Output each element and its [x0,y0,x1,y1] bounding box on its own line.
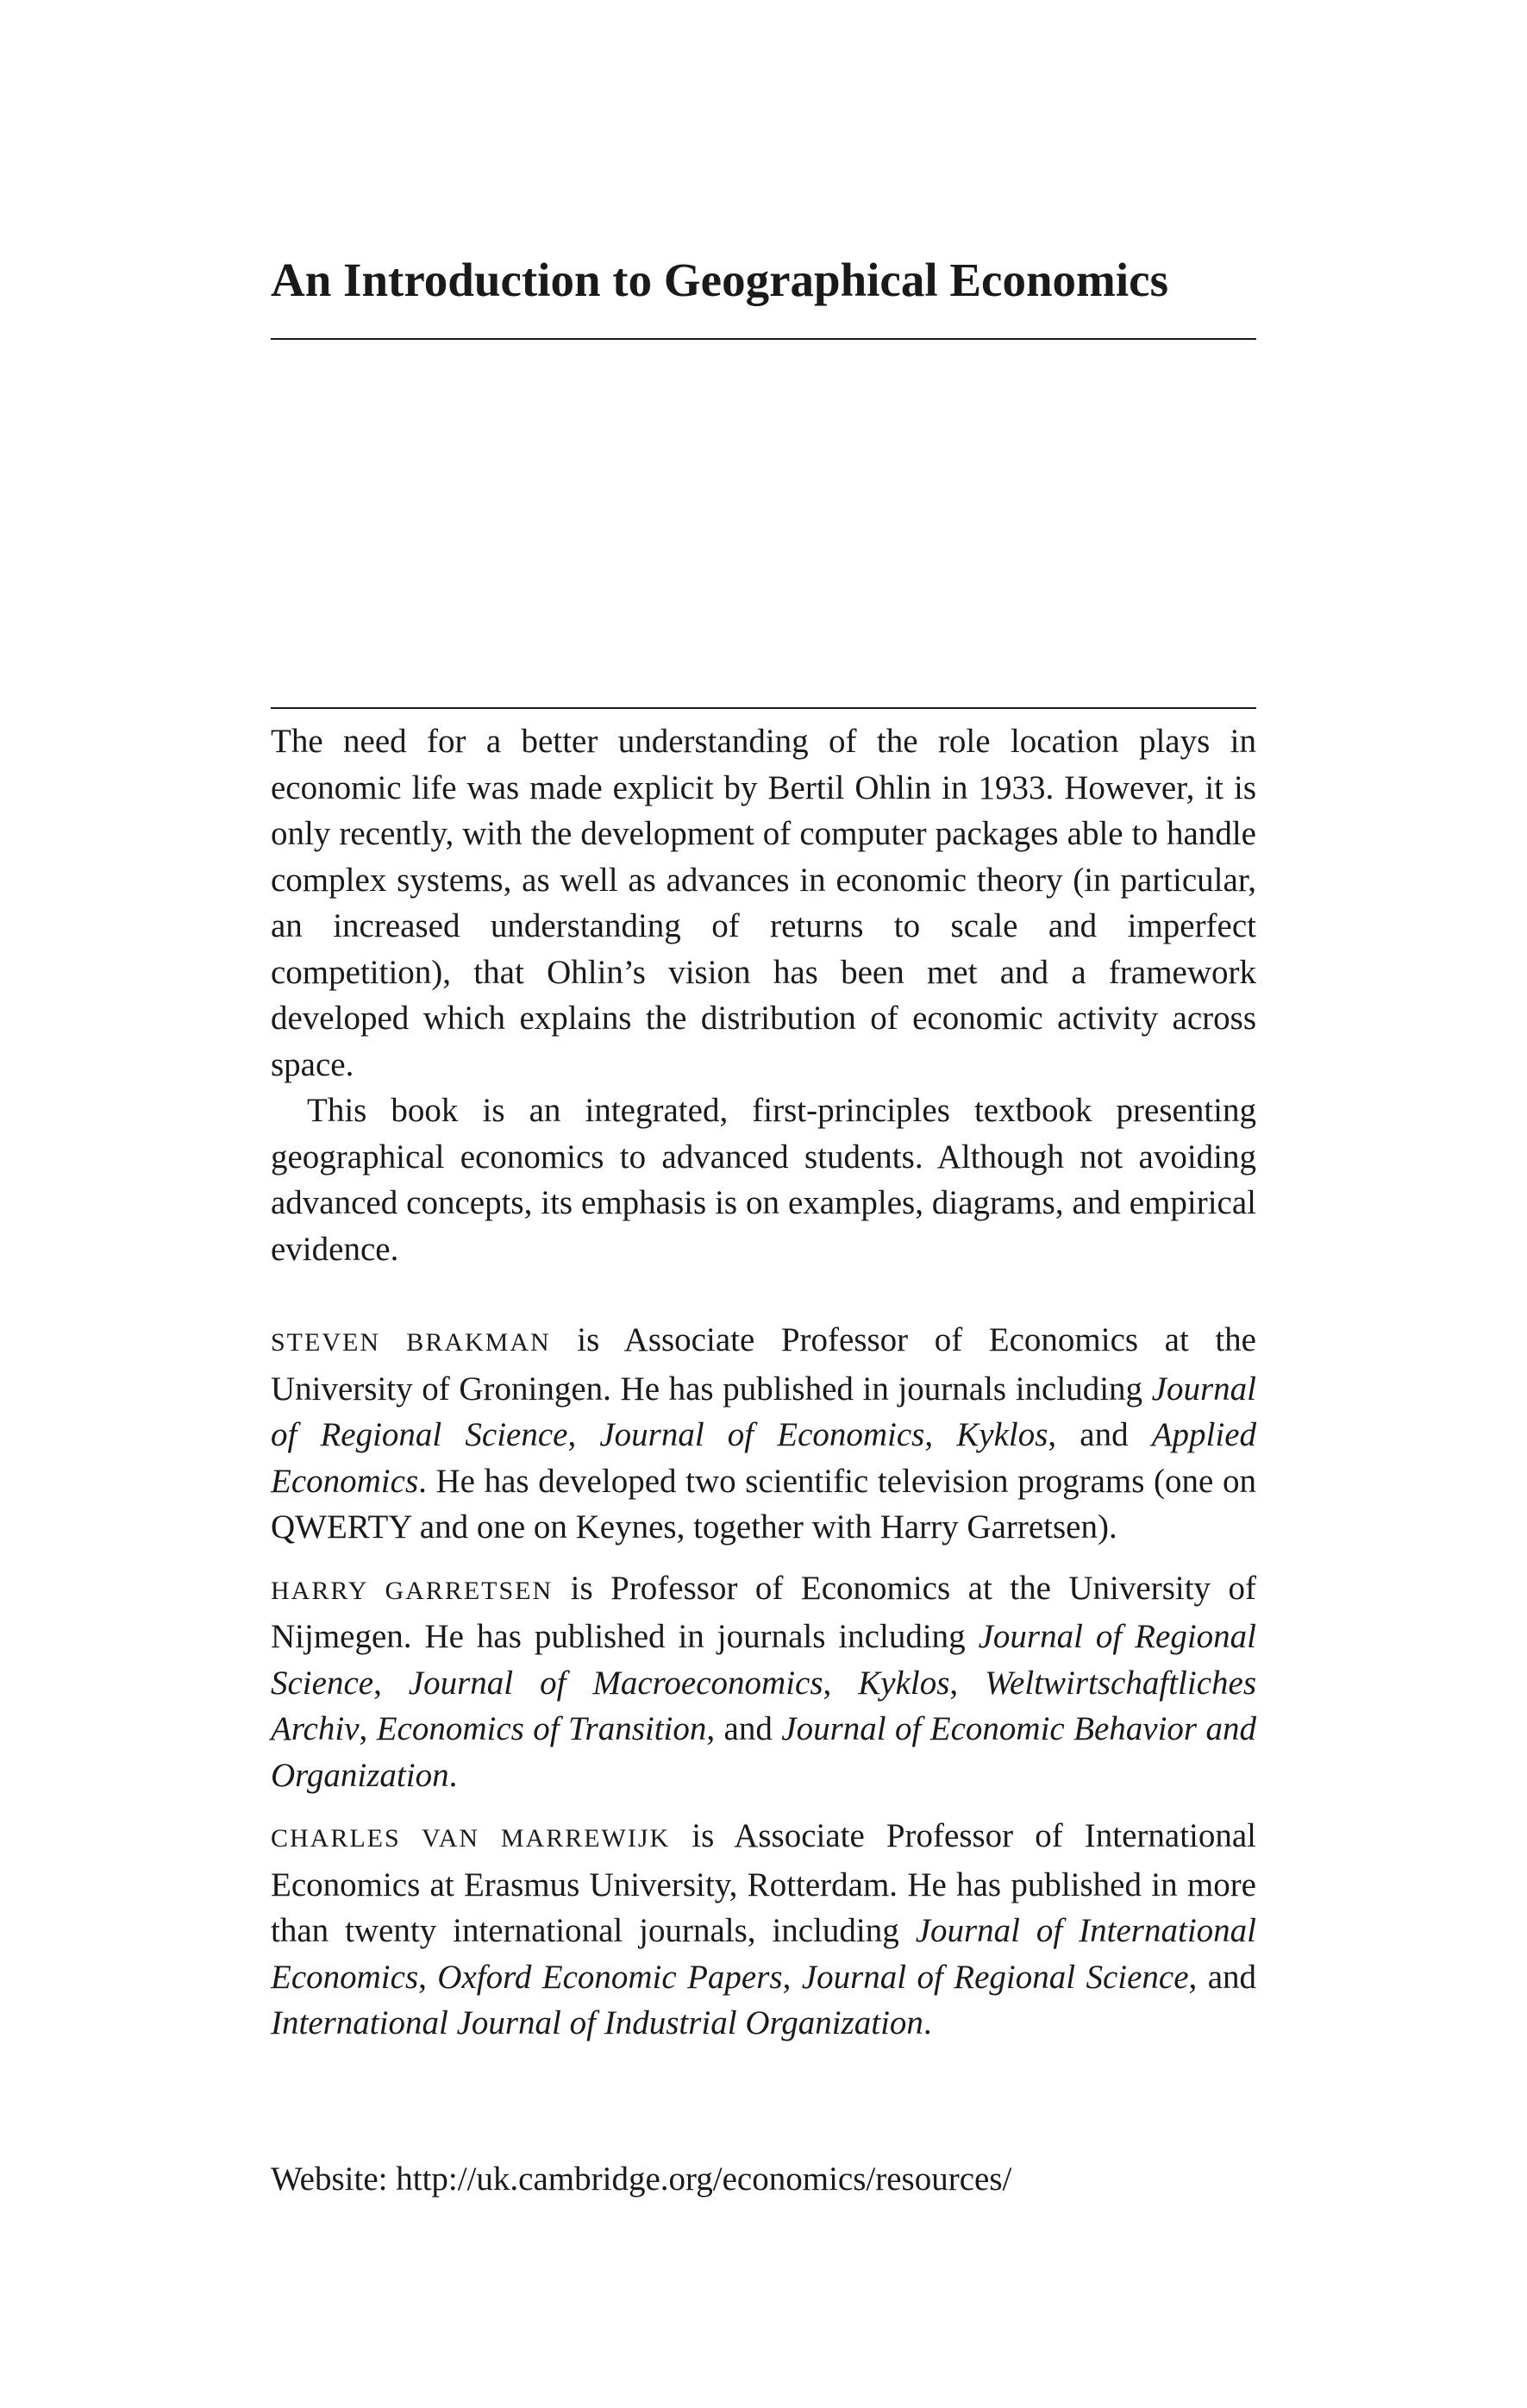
journal-title: Journal of Regional Science [271,1370,1256,1453]
bio-text: is Associate Professor of Economics at the University of Groningen. He has published in journals including [271,1321,1256,1408]
bio-text: is Associate Professor of International Economics at Erasmus University, Rotterdam. He has published in more than twenty international journals, including [271,1817,1257,1949]
title-rule [271,338,1256,340]
bio-separator: , [823,1664,859,1702]
bio-separator: , [949,1664,986,1702]
blurb-rule [271,707,1256,709]
bio-separator: , and [1188,1958,1257,1996]
journal-title: Economics of Transition [376,1710,707,1747]
blurb-paragraph-1: The need for a better understanding of the role location plays in economic life was made explicit by Bertil Ohlin in 1933. However, it is only recently, with the development of computer packages able to handle complex systems, as well as advances in economic theory (in particular, an increased understanding of returns to scale and imperfect competition), that Ohlin’s vision has been met and a framework developed which explains the distribution of economic activity across space. [271,723,1256,1083]
author-name: STEVEN BRAKMAN [271,1328,551,1357]
bio-separator: , [373,1664,409,1702]
bio-separator: , [567,1416,600,1453]
blurb-paragraph-2: This book is an integrated, first-principles textbook presenting geographical economics to advanced students. Although not avoiding advanced concepts, its emphasis is on examples, diagrams, and empirical evidence. [271,1092,1256,1268]
website-line: Website: http://uk.cambridge.org/economics/resources/ [271,2160,1012,2198]
bio-text: is Professor of Economics at the University of Nijmegen. He has published in journals including [271,1569,1257,1655]
author-name: HARRY GARRETSEN [271,1576,554,1605]
journal-title: Kyklos [956,1416,1048,1453]
bio-text: . [923,2004,932,2041]
journal-title: Journal of Economics [599,1416,925,1453]
journal-title: Applied Economics [271,1416,1257,1500]
author-name: CHARLES VAN MARREWIJK [271,1824,671,1853]
bio-separator: , [924,1416,957,1453]
bio-text: . He has developed two scientific television programs (one on QWERTY and one on Keynes, together with Harry Garretsen). [271,1462,1256,1546]
journal-title: Kyklos [858,1664,950,1702]
author-bio-garretsen [271,1565,1256,1799]
journal-title: Journal of Economic Behavior and Organization [271,1710,1257,1794]
bio-separator: , [418,1958,438,1996]
author-bios [271,1317,1256,2061]
bio-separator: , [359,1710,377,1747]
journal-title: Journal of Regional Science [271,1618,1256,1702]
author-bio-brakman [271,1317,1256,1551]
journal-title: International Journal of Industrial Organization [271,2004,923,2041]
book-blurb [271,718,1256,1272]
journal-title: Journal of International Economics [271,1912,1256,1996]
author-bio-van-marrewijk [271,1813,1256,2047]
bio-separator: , and [706,1710,782,1747]
journal-title: Weltwirtschaftliches Archiv [271,1664,1257,1747]
bio-separator: , [782,1958,802,1996]
journal-title: Journal of Regional Science [801,1958,1189,1996]
book-title: An Introduction to Geographical Economics [271,254,1168,306]
bio-text: . [448,1756,458,1794]
journal-title: Oxford Economic Papers [437,1958,783,1996]
bio-separator: , and [1048,1416,1152,1453]
journal-title: Journal of Macroeconomics [408,1664,823,1702]
